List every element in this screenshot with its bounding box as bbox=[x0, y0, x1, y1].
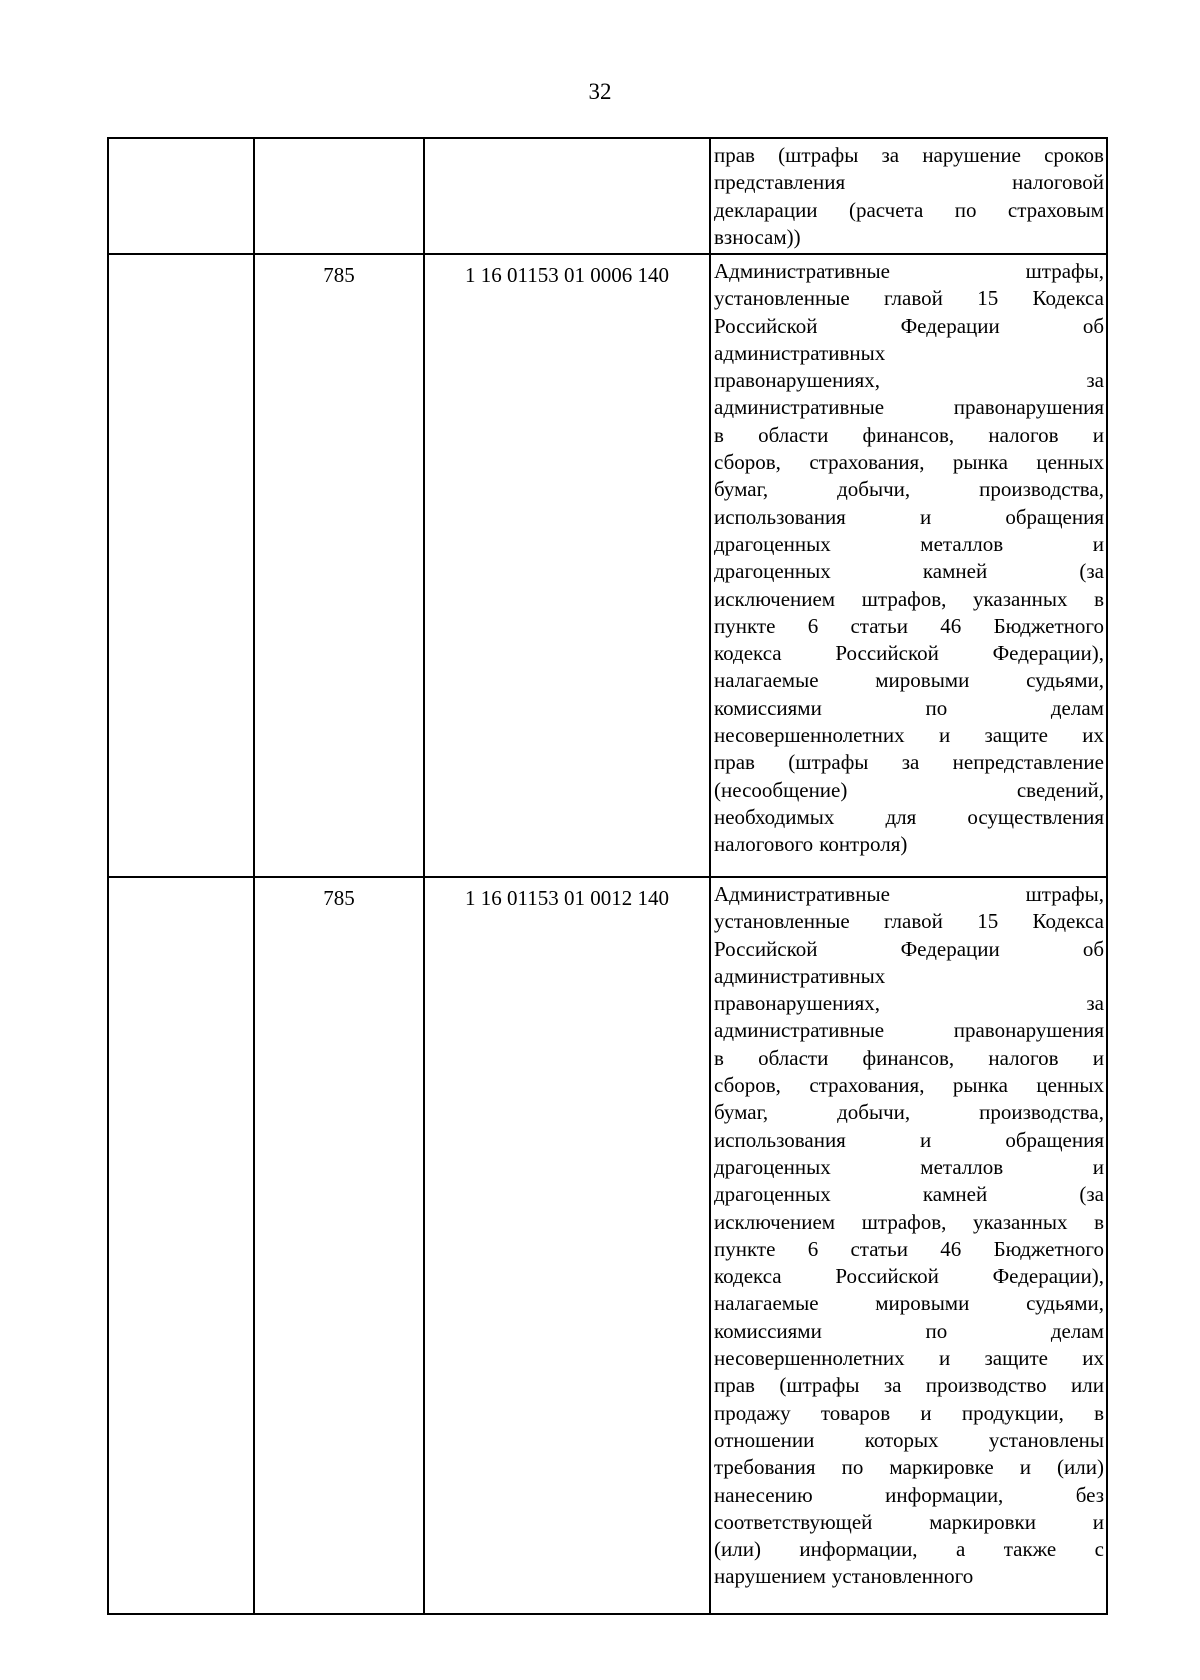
description-line: налагаемые мировыми судьями, bbox=[714, 1291, 1104, 1316]
description-line: бумаг, добычи, производства, bbox=[714, 1100, 1104, 1125]
empty-cell bbox=[108, 254, 254, 877]
description-line: исключением штрафов, указанных в bbox=[714, 586, 1104, 611]
table-row bbox=[108, 877, 1107, 1614]
description-line: налогового контроля) bbox=[714, 832, 908, 857]
empty-cell bbox=[108, 877, 254, 1614]
description-line: административных bbox=[714, 340, 886, 365]
table-row bbox=[108, 138, 1107, 254]
description-line: драгоценных камней (за bbox=[714, 1182, 1104, 1207]
kbk-code-cell: 1 16 01153 01 0012 140 bbox=[424, 877, 710, 1614]
description-line: использования и обращения bbox=[714, 504, 1104, 529]
description-cell bbox=[710, 254, 1107, 877]
description-line: нанесению информации, без bbox=[714, 1482, 1104, 1507]
admin-code-cell bbox=[254, 138, 424, 254]
description-line: исключением штрафов, указанных в bbox=[714, 1209, 1104, 1234]
description-cell bbox=[710, 877, 1107, 1614]
description-line: нарушением установленного bbox=[714, 1564, 974, 1589]
description-line: в области финансов, налогов и bbox=[714, 1045, 1104, 1070]
description-line: прав (штрафы за непредставление bbox=[714, 750, 1104, 775]
description-line: кодекса Российской Федерации), bbox=[714, 1264, 1104, 1289]
description-line: Административные штрафы, bbox=[714, 259, 1104, 283]
description-line: прав (штрафы за производство или bbox=[714, 1373, 1104, 1398]
description-line: использования и обращения bbox=[714, 1127, 1104, 1152]
description-line: установленные главой 15 Кодекса bbox=[714, 286, 1104, 311]
description-cell bbox=[710, 138, 1107, 254]
description-line: правонарушениях, за bbox=[714, 368, 1104, 393]
description-line: кодекса Российской Федерации), bbox=[714, 641, 1104, 666]
description-line: отношении которых установлены bbox=[714, 1427, 1104, 1452]
description-line: административных bbox=[714, 963, 886, 988]
description-line: Российской Федерации об bbox=[714, 936, 1104, 961]
description-line: (несообщение) сведений, bbox=[714, 777, 1104, 802]
description-line: необходимых для осуществления bbox=[714, 804, 1104, 829]
table-row bbox=[108, 254, 1107, 877]
admin-code-cell: 785 bbox=[254, 254, 424, 877]
description-line: продажу товаров и продукции, в bbox=[714, 1400, 1104, 1425]
description-line: административные правонарушения bbox=[714, 395, 1104, 420]
empty-cell bbox=[108, 138, 254, 254]
description-line: декларации (расчета по страховым bbox=[714, 197, 1104, 222]
description-line: установленные главой 15 Кодекса bbox=[714, 909, 1104, 934]
description-line: драгоценных металлов и bbox=[714, 531, 1104, 556]
admin-code-cell: 785 bbox=[254, 877, 424, 1614]
description-line: бумаг, добычи, производства, bbox=[714, 477, 1104, 502]
description-line: комиссиями по делам bbox=[714, 695, 1104, 720]
description-line: Российской Федерации об bbox=[714, 313, 1104, 338]
budget-classification-table bbox=[107, 137, 1108, 1615]
description-line: в области финансов, налогов и bbox=[714, 422, 1104, 447]
kbk-code-cell bbox=[424, 138, 710, 254]
description-line: взносам)) bbox=[714, 224, 801, 249]
description-line: сборов, страхования, рынка ценных bbox=[714, 450, 1104, 475]
page-number: 32 bbox=[588, 79, 612, 104]
description-line: налагаемые мировыми судьями, bbox=[714, 668, 1104, 693]
description-line: административные правонарушения bbox=[714, 1018, 1104, 1043]
description-line: прав (штрафы за нарушение сроков bbox=[714, 143, 1104, 167]
description-line: драгоценных камней (за bbox=[714, 559, 1104, 584]
description-line: несовершеннолетних и защите их bbox=[714, 723, 1104, 748]
description-line: Административные штрафы, bbox=[714, 882, 1104, 906]
description-line: пункте 6 статьи 46 Бюджетного bbox=[714, 1236, 1104, 1261]
description-line: правонарушениях, за bbox=[714, 991, 1104, 1016]
description-line: соответствующей маркировки и bbox=[714, 1509, 1104, 1534]
description-line: пункте 6 статьи 46 Бюджетного bbox=[714, 613, 1104, 638]
description-line: представления налоговой bbox=[714, 170, 1104, 195]
description-line: несовершеннолетних и защите их bbox=[714, 1346, 1104, 1371]
description-line: требования по маркировке и (или) bbox=[714, 1455, 1104, 1480]
description-line: драгоценных металлов и bbox=[714, 1154, 1104, 1179]
kbk-code-cell: 1 16 01153 01 0006 140 bbox=[424, 254, 710, 877]
description-line: (или) информации, а также с bbox=[714, 1537, 1104, 1562]
description-line: сборов, страхования, рынка ценных bbox=[714, 1073, 1104, 1098]
description-line: комиссиями по делам bbox=[714, 1318, 1104, 1343]
